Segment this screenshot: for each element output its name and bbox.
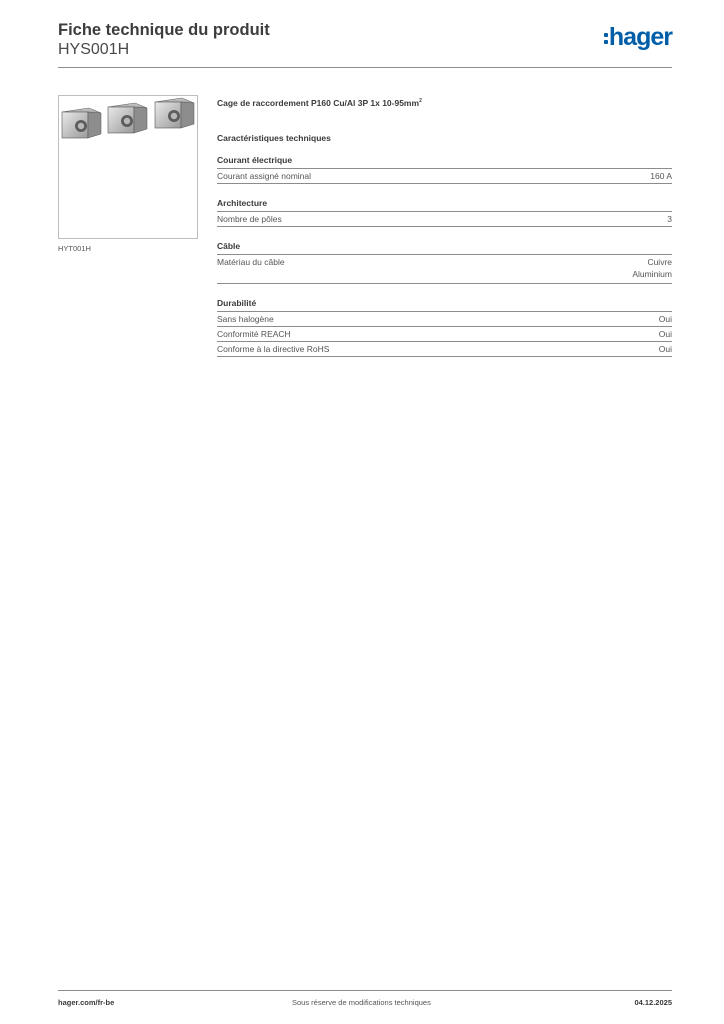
spec-value: Oui	[658, 343, 672, 354]
spec-row	[217, 169, 672, 184]
product-specifications	[217, 95, 672, 357]
spec-group-durability	[217, 298, 672, 357]
spec-label: Sans halogène	[217, 313, 274, 324]
spec-value	[632, 256, 672, 280]
spec-group-electric-current	[217, 155, 672, 184]
footer-divider	[58, 990, 672, 991]
connection-cage-product-image	[58, 95, 198, 239]
cage-middle	[108, 103, 147, 133]
cage-left	[62, 108, 101, 138]
logo-text: hager	[608, 23, 672, 51]
group-title: Câble	[217, 241, 672, 255]
group-title: Architecture	[217, 198, 672, 212]
header-divider	[58, 67, 672, 68]
spec-value-line: Aluminium	[632, 268, 672, 279]
document-title: Fiche technique du produit	[58, 21, 270, 39]
product-code: HYS001H	[58, 41, 130, 58]
spec-label: Nombre de pôles	[217, 213, 282, 224]
spec-label: Conformité REACH	[217, 328, 291, 339]
spec-value: 160 A	[650, 170, 672, 181]
product-name: Cage de raccordement P160 Cu/Al 3P 1x $10-95mm^2$	[217, 97, 422, 108]
footer-website-link[interactable]: hager.com/fr-be	[58, 998, 115, 1007]
spec-row	[217, 312, 672, 327]
spec-row	[217, 342, 672, 357]
footer-notice: Sous réserve de modifications techniques	[292, 998, 431, 1007]
spec-label: Matériau du câble	[217, 256, 285, 267]
spec-row	[217, 255, 672, 284]
spec-value: 3	[667, 213, 672, 224]
page-header	[58, 20, 672, 60]
logo-dots-icon	[604, 33, 608, 44]
spec-row	[217, 327, 672, 342]
spec-label: Conforme à la directive RoHS	[217, 343, 330, 354]
hager-logo	[604, 24, 672, 50]
spec-value-line: Cuivre	[647, 256, 672, 267]
image-caption: HYT001H	[58, 244, 91, 253]
cage-right	[155, 98, 194, 128]
group-title: Courant électrique	[217, 155, 672, 169]
section-title: Caractéristiques techniques	[217, 132, 331, 143]
spec-label: Courant assigné nominal	[217, 170, 312, 181]
footer-date: 04.12.2025	[634, 998, 672, 1007]
spec-row	[217, 212, 672, 227]
spec-group-architecture	[217, 198, 672, 227]
group-title: Durabilité	[217, 298, 672, 312]
spec-value: Oui	[658, 328, 672, 339]
spec-group-cable	[217, 241, 672, 284]
spec-value: Oui	[658, 313, 672, 324]
